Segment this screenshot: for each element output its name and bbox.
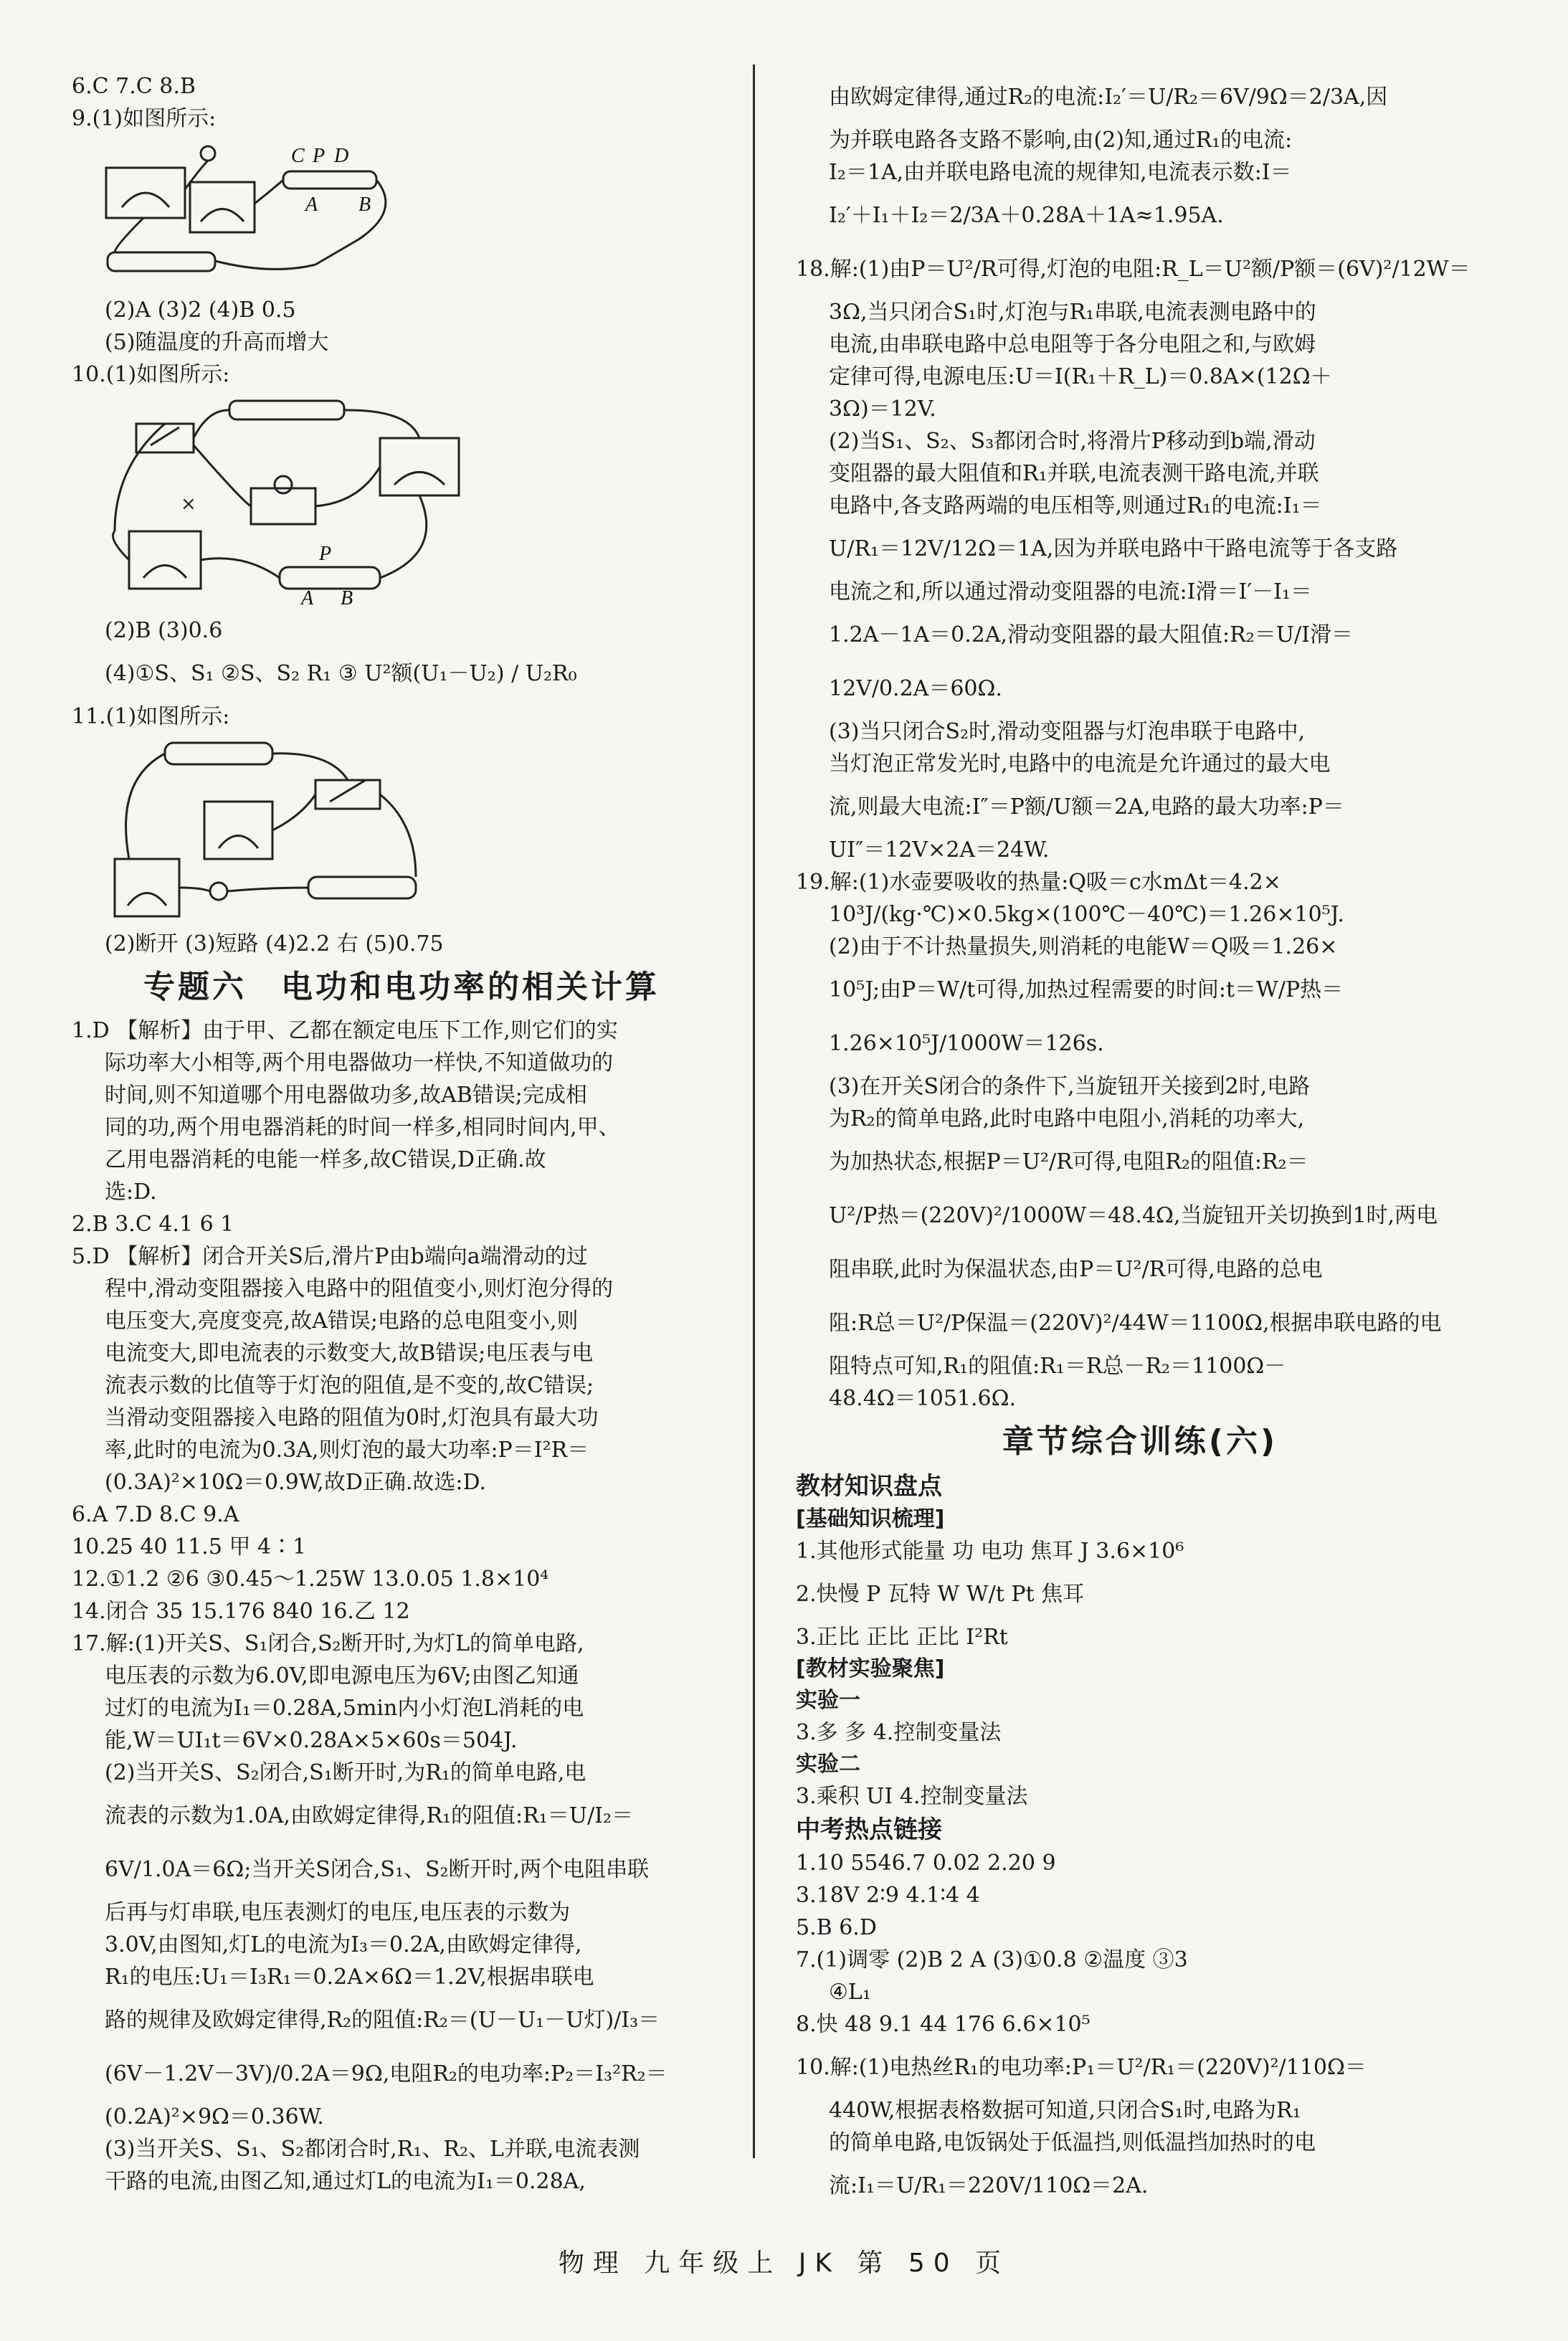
answer-block-18 bbox=[796, 242, 1484, 866]
answer-line: (2)断开 (3)短路 (4)2.2 右 (5)0.75 bbox=[105, 931, 444, 956]
text-line: 为并联电路各支路不影响,由(2)知,通过R₁的电流: bbox=[829, 128, 1293, 153]
text-line: (2)当开关S、S₂闭合,S₁断开时,为R₁的简单电路,电 bbox=[105, 1760, 586, 1785]
text-line: 当灯泡正常发光时,电路中的电流是允许通过的最大电 bbox=[829, 751, 1331, 777]
answer-line: 2.B 3.C 4.1 6 1 bbox=[72, 1212, 234, 1237]
text-line: 流表示数的比值等于灯泡的阻值,是不变的,故C错误; bbox=[105, 1373, 594, 1398]
topic-title: 专题六 电功和电功率的相关计算 bbox=[143, 969, 660, 1005]
text-line: 时间,则不知道哪个用电器做功多,故AB错误;完成相 bbox=[105, 1083, 587, 1108]
text-line: U²/P热＝(220V)²/1000W＝48.4Ω,当旋钮开关切换到1时,两电 bbox=[829, 1203, 1438, 1228]
text-line: 流表的示数为1.0A,由欧姆定律得,R₁的阻值:R₁＝U/I₂＝ bbox=[105, 1803, 634, 1828]
text-line: 电流,由串联电路中总电阻等于各分电阻之和,与欧姆 bbox=[829, 332, 1316, 357]
answer-line: 9.(1)如图所示: bbox=[72, 106, 217, 131]
text-line: 电流之和,所以通过滑动变阻器的电流:I滑＝I′－I₁＝ bbox=[829, 579, 1313, 604]
text-line: 1.26×10⁵J/1000W＝126s. bbox=[829, 1031, 1104, 1056]
fig-label: P bbox=[319, 543, 332, 565]
text-line: (3)在开关S闭合的条件下,当旋钮开关接到2时,电路 bbox=[829, 1074, 1311, 1099]
text-line: 19.解:(1)水壶要吸收的热量:Q吸＝c水mΔt＝4.2× bbox=[796, 870, 1281, 895]
text-line: I₂＝1A,由并联电路电流的规律知,电流表示数:I＝ bbox=[829, 160, 1292, 185]
answer-line: 10.25 40 11.5 甲 4∶1 bbox=[72, 1534, 307, 1559]
text-line: 过灯的电流为I₁＝0.28A,5min内小灯泡L消耗的电 bbox=[105, 1696, 584, 1721]
text-line: 电压变大,亮度变亮,故A错误;电路的总电阻变小,则 bbox=[105, 1309, 579, 1334]
text-line: (0.2A)²×9Ω＝0.36W. bbox=[105, 2104, 324, 2129]
text-line: I₂′＋I₁＋I₂＝2/3A＋0.28A＋1A≈1.95A. bbox=[829, 203, 1224, 228]
text-line: 10⁵J;由P＝W/t可得,加热过程需要的时间:t＝W/P热＝ bbox=[829, 977, 1344, 1002]
text-line: 电路中,各支路两端的电压相等,则通过R₁的电流:I₁＝ bbox=[829, 493, 1322, 518]
text-line: 的简单电路,电饭锅处于低温挡,则低温挡加热时的电 bbox=[829, 2130, 1316, 2155]
answer-line: 3.正比 正比 正比 I²Rt bbox=[796, 1625, 1008, 1650]
answer-line: 7.(1)调零 (2)B 2 A (3)①0.8 ②温度 ③3 bbox=[796, 1947, 1188, 1972]
text-line: 乙用电器消耗的电能一样多,故C错误,D正确.故 bbox=[105, 1147, 546, 1172]
text-line: 率,此时的电流为0.3A,则灯泡的最大功率:P＝I²R＝ bbox=[105, 1438, 589, 1463]
text-line: 1.2A－1A＝0.2A,滑动变阻器的最大阻值:R₂＝U/I滑＝ bbox=[829, 622, 1354, 647]
text-line: (2)由于不计热量损失,则消耗的电能W＝Q吸＝1.26× bbox=[829, 934, 1338, 959]
answer-line: 3.18V 2∶9 4.1∶4 4 bbox=[796, 1883, 980, 1908]
text-line: 1.D 【解析】由于甲、乙都在额定电压下工作,则它们的实 bbox=[72, 1018, 618, 1043]
text-line: 3.0V,由图知,灯L的电流为I₃＝0.2A,由欧姆定律得, bbox=[105, 1932, 582, 1957]
text-line: 同的功,两个用电器消耗的时间一样多,相同时间内,甲、 bbox=[105, 1115, 620, 1140]
circuit-figure-q9 bbox=[100, 139, 409, 290]
experiment-label: 实验一 bbox=[796, 1688, 860, 1713]
text-line: 选:D. bbox=[105, 1179, 157, 1205]
left-column bbox=[72, 70, 731, 2198]
answer-line: (2)B (3)0.6 bbox=[105, 618, 223, 643]
answer-line: 12.①1.2 ②6 ③0.45～1.25W 13.0.05 1.8×10⁴ bbox=[72, 1567, 549, 1592]
text-line: 流:I₁＝U/R₁＝220V/110Ω＝2A. bbox=[829, 2173, 1149, 2198]
answer-block-17 bbox=[72, 1628, 731, 2198]
section-heading: 教材知识盘点 bbox=[796, 1472, 942, 1501]
text-line: 阻:R总＝U²/P保温＝(220V)²/44W＝1100Ω,根据串联电路的电 bbox=[829, 1311, 1442, 1336]
answer-line: 1.其他形式能量 功 电功 焦耳 J 3.6×10⁶ bbox=[796, 1539, 1184, 1564]
answer-block-17-cont bbox=[796, 70, 1484, 242]
answer-line: 11.(1)如图所示: bbox=[72, 704, 230, 729]
text-line: 电压表的示数为6.0V,即电源电压为6V;由图乙知通 bbox=[105, 1663, 579, 1689]
text-line: 为加热状态,根据P＝U²/R可得,电阻R₂的阻值:R₂＝ bbox=[829, 1149, 1308, 1174]
fig-label: D bbox=[334, 145, 349, 167]
fig-label: B bbox=[358, 194, 371, 216]
answer-line: 6.C 7.C 8.B bbox=[72, 74, 196, 99]
answer-line: (5)随温度的升高而增大 bbox=[105, 330, 329, 355]
subsection-heading: [教材实验聚焦] bbox=[796, 1656, 945, 1681]
answer-line: 3.乘积 UI 4.控制变量法 bbox=[796, 1784, 1028, 1809]
answer-line: 6.A 7.D 8.C 9.A bbox=[72, 1502, 239, 1527]
text-line: 为R₂的简单电路,此时电路中电阻小,消耗的功率大, bbox=[829, 1106, 1305, 1131]
text-line: 由欧姆定律得,通过R₂的电流:I₂′＝U/R₂＝6V/9Ω＝2/3A,因 bbox=[829, 85, 1388, 110]
answer-line: (4)①S、S₁ ②S、S₂ R₁ ③ U²额(U₁－U₂) / U₂R₀ bbox=[105, 661, 577, 686]
text-line: 18.解:(1)由P＝U²/R可得,灯泡的电阻:R_L＝U²额/P额＝(6V)²/12W＝ bbox=[796, 257, 1470, 282]
text-line: 3Ω)＝12V. bbox=[829, 397, 936, 422]
text-line: (2)当S₁、S₂、S₃都闭合时,将滑片P移动到b端,滑动 bbox=[829, 429, 1316, 454]
section-heading: 中考热点链接 bbox=[796, 1815, 942, 1844]
text-line: 定律可得,电源电压:U＝I(R₁＋R_L)＝0.8A×(12Ω＋ bbox=[829, 364, 1332, 389]
answer-line: 10.(1)如图所示: bbox=[72, 362, 230, 387]
text-line: R₁的电压:U₁＝I₃R₁＝0.2A×6Ω＝1.2V,根据串联电 bbox=[105, 1965, 594, 1990]
cross-mark: × bbox=[181, 493, 196, 515]
text-line: 阻串联,此时为保温状态,由P＝U²/R可得,电路的总电 bbox=[829, 1257, 1323, 1282]
page-footer: 物理 九年级上 JK 第 50 页 bbox=[558, 2249, 1010, 2278]
answer-line: 8.快 48 9.1 44 176 6.6×10⁵ bbox=[796, 2012, 1091, 2037]
text-line: 10³J/(kg·℃)×0.5kg×(100℃－40℃)＝1.26×10⁵J. bbox=[829, 902, 1344, 927]
fig-label: A bbox=[305, 194, 318, 216]
answer-line: 1.10 5546.7 0.02 2.20 9 bbox=[796, 1851, 1056, 1876]
answer-block-10 bbox=[796, 2041, 1484, 2213]
fig-label: P bbox=[313, 145, 326, 167]
text-line: 电流变大,即电流表的示数变大,故B错误;电压表与电 bbox=[105, 1341, 594, 1366]
text-line: (0.3A)²×10Ω＝0.9W,故D正确.故选:D. bbox=[105, 1470, 487, 1495]
text-line: (3)当只闭合S₂时,滑动变阻器与灯泡串联于电路中, bbox=[829, 719, 1306, 744]
answer-line: 2.快慢 P 瓦特 W W/t Pt 焦耳 bbox=[796, 1582, 1085, 1607]
text-line: 程中,滑动变阻器接入电路中的阻值变小,则灯泡分得的 bbox=[105, 1276, 614, 1301]
text-line: 10.解:(1)电热丝R₁的电功率:P₁＝U²/R₁＝(220V)²/110Ω＝ bbox=[796, 2055, 1367, 2080]
text-line: (6V－1.2V－3V)/0.2A＝9Ω,电阻R₂的电功率:P₂＝I₃²R₂＝ bbox=[105, 2061, 667, 2086]
text-line: 6V/1.0A＝6Ω;当开关S闭合,S₁、S₂断开时,两个电阻串联 bbox=[105, 1857, 650, 1882]
right-column bbox=[796, 70, 1484, 2213]
chapter-title: 章节综合训练(六) bbox=[1002, 1423, 1278, 1460]
answer-block-1 bbox=[72, 1015, 731, 1208]
experiment-label: 实验二 bbox=[796, 1752, 860, 1777]
answer-line: 14.闭合 35 15.176 840 16.乙 12 bbox=[72, 1599, 410, 1624]
answer-line: ④L₁ bbox=[829, 1980, 871, 2005]
text-line: 能,W＝UI₁t＝6V×0.28A×5×60s＝504J. bbox=[105, 1728, 518, 1753]
text-line: 5.D 【解析】闭合开关S后,滑片P由b端向a端滑动的过 bbox=[72, 1244, 588, 1269]
text-line: 17.解:(1)开关S、S₁闭合,S₂断开时,为灯L的简单电路, bbox=[72, 1631, 584, 1656]
column-divider bbox=[753, 65, 755, 2158]
text-line: 流,则最大电流:I″＝P额/U额＝2A,电路的最大功率:P＝ bbox=[829, 794, 1344, 820]
answer-line: (2)A (3)2 (4)B 0.5 bbox=[105, 298, 296, 323]
fig-label: B bbox=[341, 587, 353, 609]
text-line: 440W,根据表格数据可知道,只闭合S₁时,电路为R₁ bbox=[829, 2098, 1301, 2123]
answer-block-19 bbox=[796, 866, 1484, 1415]
answer-line: 5.B 6.D bbox=[796, 1915, 877, 1940]
text-line: 当滑动变阻器接入电路的阻值为0时,灯泡具有最大功 bbox=[105, 1405, 599, 1430]
text-line: 干路的电流,由图乙知,通过灯L的电流为I₁＝0.28A, bbox=[105, 2169, 586, 2194]
answer-line: 3.多 多 4.控制变量法 bbox=[796, 1720, 1002, 1745]
text-line: 变阻器的最大阻值和R₁并联,电流表测干路电流,并联 bbox=[829, 461, 1319, 486]
fig-label: A bbox=[301, 587, 314, 609]
text-line: 际功率大小相等,两个用电器做功一样快,不知道做功的 bbox=[105, 1050, 614, 1075]
circuit-figure-q11 bbox=[100, 737, 437, 923]
text-line: 12V/0.2A＝60Ω. bbox=[829, 676, 1002, 701]
text-line: UI″＝12V×2A＝24W. bbox=[829, 837, 1050, 863]
text-line: 3Ω,当只闭合S₁时,灯泡与R₁串联,电流表测电路中的 bbox=[829, 300, 1316, 325]
fig-label: C bbox=[291, 145, 305, 167]
text-line: U/R₁＝12V/12Ω＝1A,因为并联电路中干路电流等于各支路 bbox=[829, 536, 1398, 561]
text-line: 路的规律及欧姆定律得,R₂的阻值:R₂＝(U－U₁－U灯)/I₃＝ bbox=[105, 2008, 660, 2033]
text-line: 阻特点可知,R₁的阻值:R₁＝R总－R₂＝1100Ω－ bbox=[829, 1354, 1286, 1379]
circuit-figure-q10 bbox=[100, 395, 502, 610]
answer-block-5 bbox=[72, 1240, 731, 1499]
text-line: 48.4Ω＝1051.6Ω. bbox=[829, 1386, 1017, 1411]
text-line: 后再与灯串联,电压表测灯的电压,电压表的示数为 bbox=[105, 1900, 571, 1925]
text-line: (3)当开关S、S₁、S₂都闭合时,R₁、R₂、L并联,电流表测 bbox=[105, 2137, 640, 2162]
subsection-heading: [基础知识梳理] bbox=[796, 1506, 945, 1532]
